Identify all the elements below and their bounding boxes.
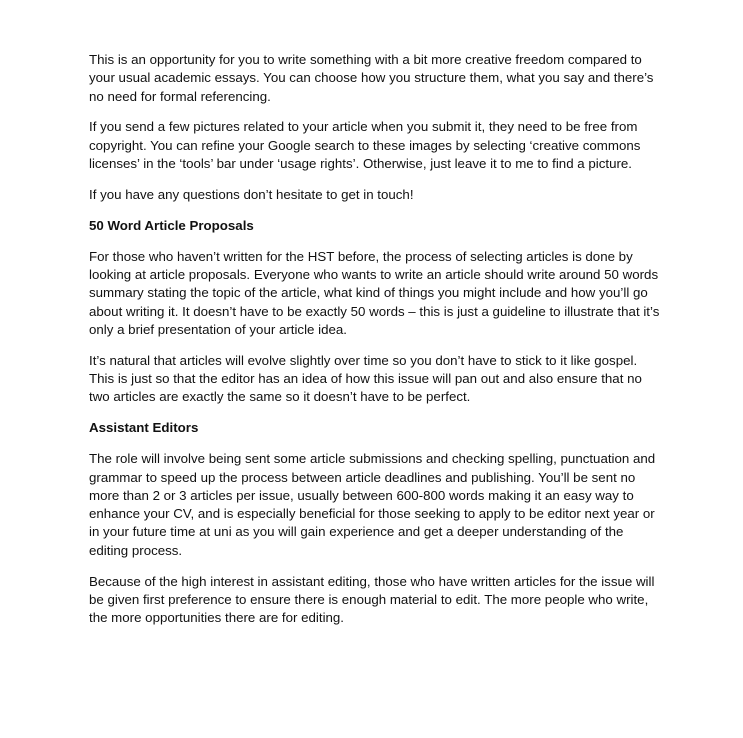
intro-paragraph-pictures: If you send a few pictures related to your article when you submit it, they need to be free from copyright. You can refine your Google search to these images by selecting ‘creative commons licenses’ in the ‘tools’ bar under ‘usage rights’. Otherwise, just leave it to me to find a picture. bbox=[89, 119, 641, 172]
assistant-paragraph-role: The role will involve being sent some article submissions and checking spelling, punctuation and grammar to speed up the process between article deadlines and publishing. You’ll be sent no more than 2 or 3 articles per issue, usually between 600-800 words making it an easy way to enhance your CV, and is especially beneficial for those seeking to apply to be editor next year or in your future time at uni as you will gain experience and get a deeper understanding of the editing process. bbox=[89, 451, 656, 558]
assistant-paragraph-preference: Because of the high interest in assistant editing, those who have written articles for the issue will be given first preference to ensure there is enough material to edit. The more people who write, the more opportunities there are for editing. bbox=[89, 573, 655, 626]
section-heading-assistant-editors: Assistant Editors bbox=[89, 420, 199, 436]
document-page bbox=[89, 51, 664, 640]
proposals-paragraph-process: For those who haven’t written for the HST before, the process of selecting articles is done by looking at article proposals. Everyone who wants to write an article should write around 50 words summary stating the topic of the article, what kind of things you might include and how you’ll go about writing it. It doesn’t have to be exactly 50 words – this is just a guideline to illustrate that it’s only a brief presentation of your article idea. bbox=[89, 248, 660, 337]
proposals-paragraph-evolve: It’s natural that articles will evolve slightly over time so you don’t have to stick to it like gospel. This is just so that the editor has an idea of how this issue will pan out and also ensure that no two articles are exactly the same so it doesn’t have to be perfect. bbox=[89, 352, 642, 405]
intro-paragraph-creative-freedom: This is an opportunity for you to write something with a bit more creative freedom compared to your usual academic essays. You can choose how you structure them, what you say and there’s no need for formal referencing. bbox=[89, 52, 654, 104]
section-heading-proposals: 50 Word Article Proposals bbox=[89, 217, 254, 233]
intro-paragraph-questions: If you have any questions don’t hesitate to get in touch! bbox=[89, 186, 414, 202]
